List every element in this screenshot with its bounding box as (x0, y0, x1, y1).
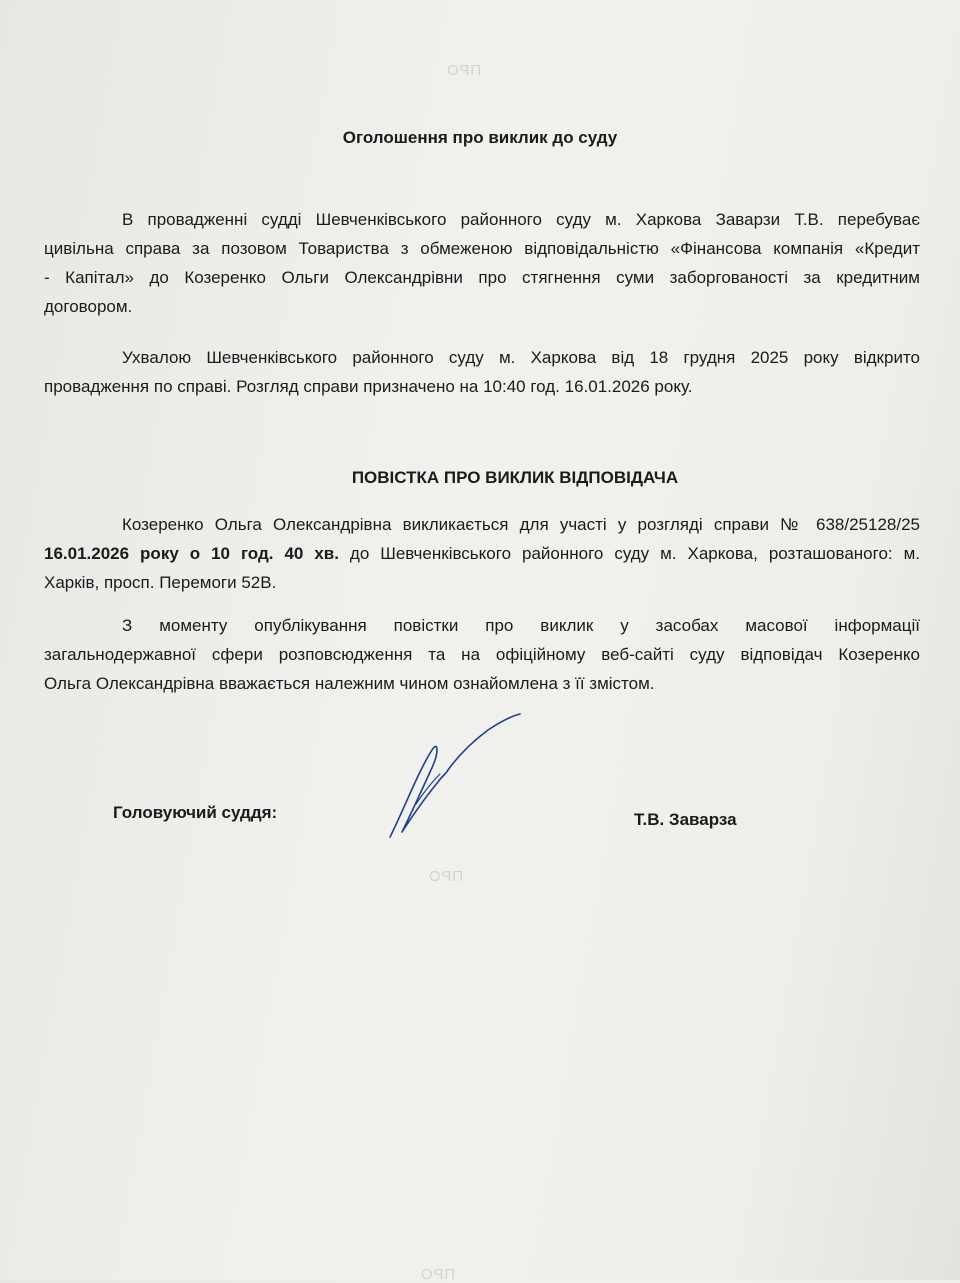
announcement-title: Оголошення про виклик до суду (342, 128, 618, 147)
bleed-through-mark: ПРО (428, 868, 464, 885)
text-line: Ухвалою Шевченківського районного суду м. Харкова від 18 грудня 2025 року відкрито (122, 348, 920, 367)
announcement-paragraph-2 (44, 343, 920, 401)
text-line: Ольга Олександрівна вважається належним чином ознайомлена з її змістом. (44, 674, 655, 693)
text-line: цивільна справа за позовом Товариства з обмеженою відповідальністю «Фінансова компанія «Кредит (44, 239, 920, 258)
bleed-through-mark: ПРО (420, 1266, 456, 1283)
text-line: провадження по справі. Розгляд справи призначено на 10:40 год. 16.01.2026 року. (44, 377, 693, 396)
summons-title: ПОВІСТКА ПРО ВИКЛИК ВІДПОВІДАЧА (351, 468, 679, 487)
text-line: З моменту опублікування повістки про виклик у засобах масової інформації (122, 616, 920, 635)
text-line (44, 539, 920, 568)
text-line: - Капітал» до Козеренко Ольги Олександрівни про стягнення суми заборгованості за кредитним (44, 268, 920, 287)
handwritten-signature (380, 712, 530, 852)
bleed-through-mark: ПРО (446, 62, 482, 79)
text-line: Козеренко Ольга Олександрівна викликається для участі у розгляді справи № 638/25128/25 (122, 515, 920, 534)
presiding-judge-label: Головуючий суддя: (113, 803, 278, 822)
text-line: загальнодержавної сфери розповсюдження та на офіційному веб-сайті суду відповідач Козеренко (44, 645, 920, 664)
text-fragment: до Шевченківського районного суду м. Харкова, розташованого: м. (338, 544, 920, 563)
summons-paragraph-1 (44, 510, 920, 597)
announcement-paragraph-1 (44, 205, 920, 321)
text-line: договором. (44, 297, 133, 316)
summons-paragraph-2 (44, 611, 920, 698)
hearing-datetime: 16.01.2026 року о 10 год. 40 хв. (44, 544, 339, 563)
judge-name: Т.В. Заварза (634, 810, 737, 829)
text-line: В провадженні судді Шевченківського районного суду м. Харкова Заварзи Т.В. перебуває (122, 210, 920, 229)
text-line: Харків, просп. Перемоги 52В. (44, 573, 277, 592)
